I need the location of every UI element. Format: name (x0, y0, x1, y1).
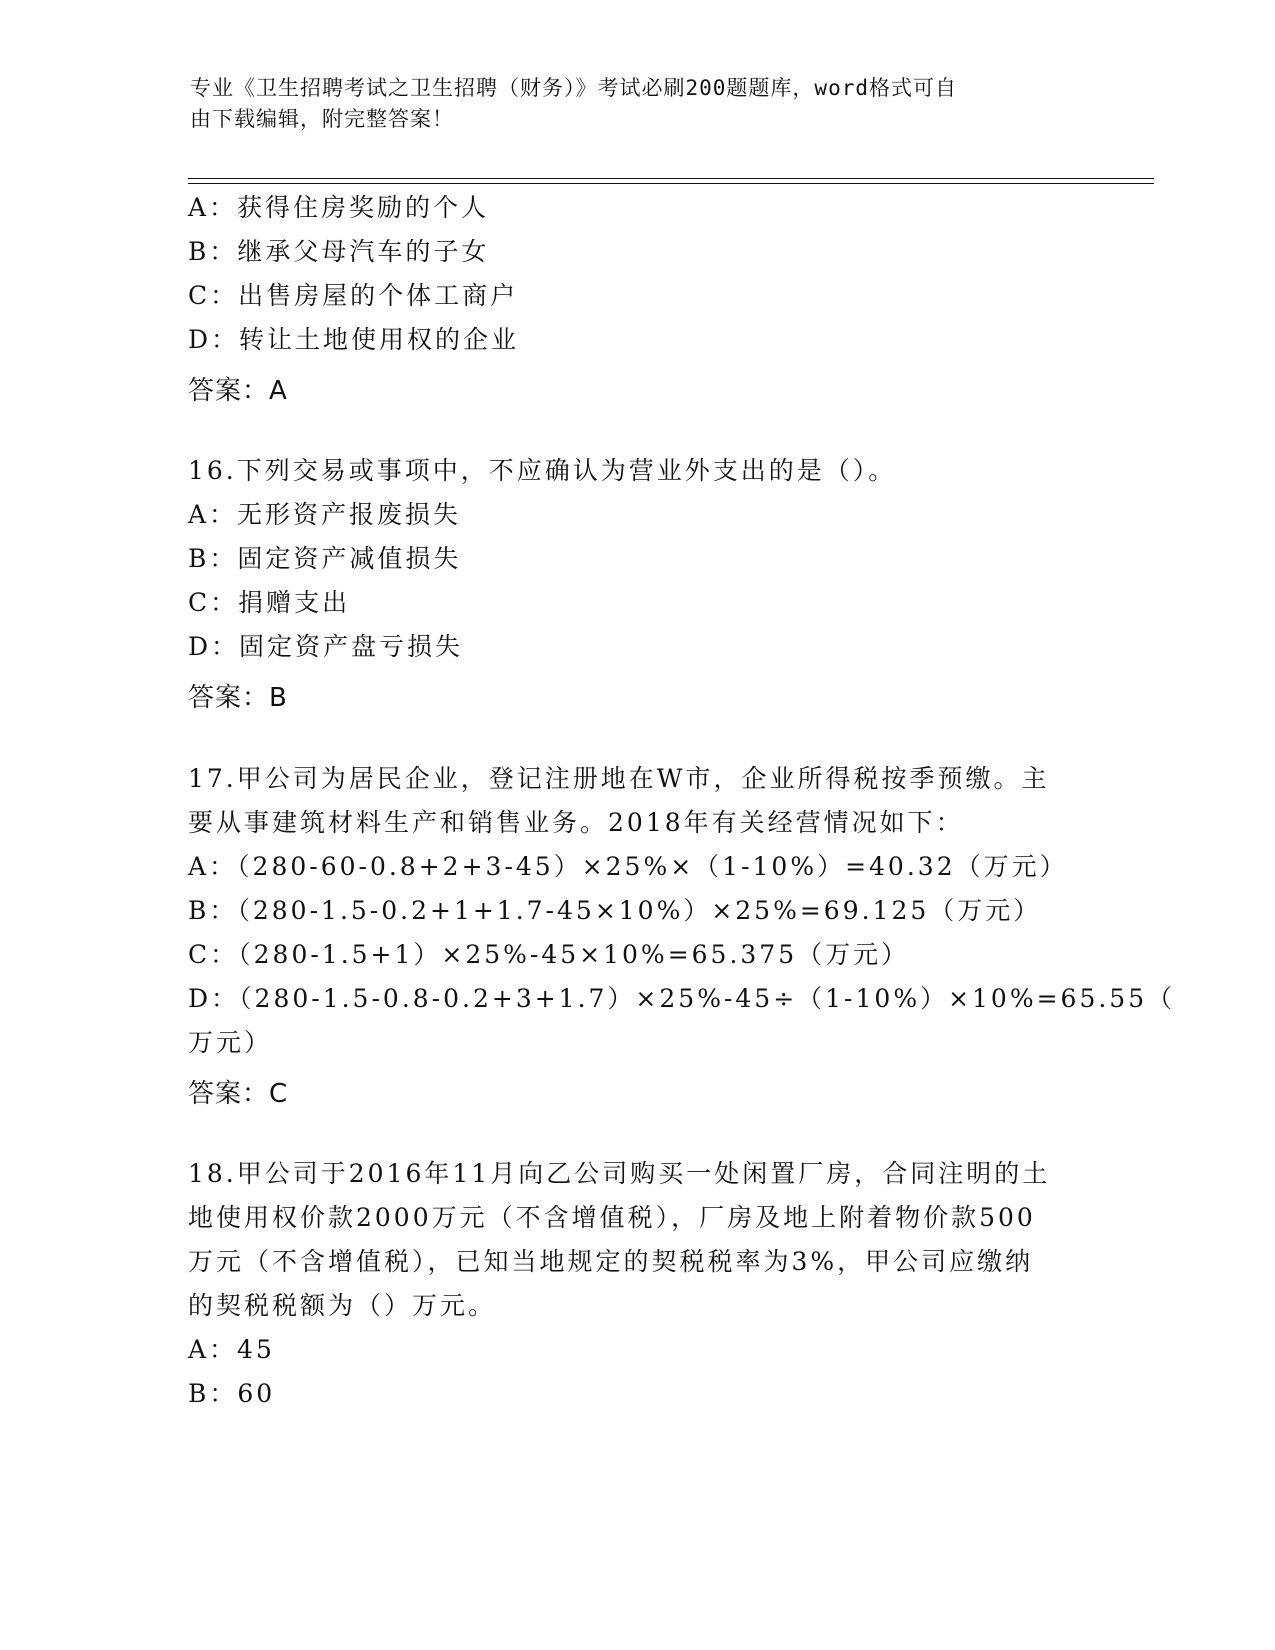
header-line-2: 由下载编辑，附完整答案！ (190, 107, 454, 131)
q16-option-c: C：捐赠支出 (188, 588, 351, 617)
header-divider-top (188, 178, 1154, 179)
q16-option-a: A：无形资产报废损失 (188, 500, 462, 529)
q16-stem: 16.下列交易或事项中，不应确认为营业外支出的是（）。 (188, 456, 897, 485)
q16-answer: 答案：B (188, 683, 288, 713)
q15-option-c: C：出售房屋的个体工商户 (188, 281, 519, 310)
q17-option-b: B：（280-1.5-0.2+1+1.7-45×10%）×25%=69.125（万元） (188, 896, 1042, 925)
q18-option-b: B：60 (188, 1379, 276, 1408)
q18-stem-line-3: 万元（不含增值税），已知当地规定的契税税率为3%，甲公司应缴纳 (188, 1247, 1034, 1276)
document-header (190, 73, 1070, 135)
q15-option-d: D：转让土地使用权的企业 (188, 325, 520, 354)
q17-option-c: C：（280-1.5+1）×25%-45×10%=65.375（万元） (188, 940, 910, 969)
q17-option-d: D：（280-1.5-0.8-0.2+3+1.7）×25%-45÷（1-10%）×10%=65.55（ (188, 984, 1176, 1013)
header-divider-bottom (188, 183, 1154, 184)
q17-stem-line-1: 17.甲公司为居民企业，登记注册地在W市，企业所得税按季预缴。主 (188, 764, 1050, 793)
q18-stem-line-2: 地使用权价款2000万元（不含增值税），厂房及地上附着物价款500 (188, 1203, 1036, 1232)
q18-option-a: A：45 (188, 1335, 275, 1364)
q17-option-d-continued: 万元） (188, 1028, 273, 1057)
q16-option-d: D：固定资产盘亏损失 (188, 632, 464, 661)
q18-stem-line-1: 18.甲公司于2016年11月向乙公司购买一处闲置厂房，合同注明的土 (188, 1159, 1051, 1188)
q17-option-a: A：（280-60-0.8+2+3-45）×25%×（1-10%）=40.32（万元） (188, 852, 1068, 881)
header-line-1: 专业《卫生招聘考试之卫生招聘（财务）》考试必刷200题题库，word格式可自 (190, 76, 957, 100)
q17-answer: 答案：C (188, 1079, 289, 1109)
q16-option-b: B：固定资产减值损失 (188, 544, 462, 573)
q17-stem-line-2: 要从事建筑材料生产和销售业务。2018年有关经营情况如下： (188, 808, 964, 837)
q15-option-b: B：继承父母汽车的子女 (188, 237, 490, 266)
q15-answer: 答案：A (188, 376, 288, 406)
q18-stem-line-4: 的契税税额为（）万元。 (188, 1291, 497, 1320)
q15-option-a: A：获得住房奖励的个人 (188, 193, 490, 222)
